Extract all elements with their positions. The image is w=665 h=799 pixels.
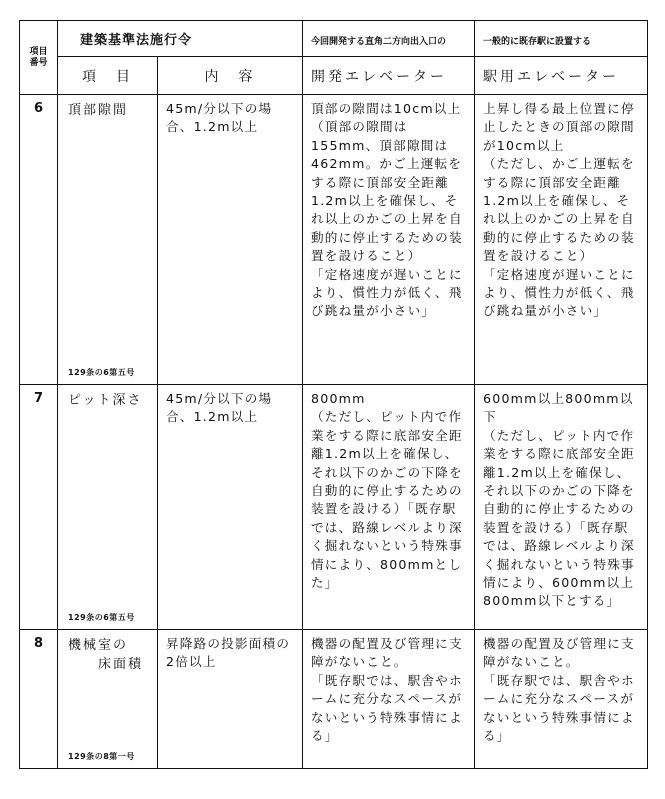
item-cell: [58, 385, 158, 630]
content-cell: 45m/分以下の場合、1.2m以上: [158, 385, 303, 630]
item-column-header: [58, 57, 158, 95]
content-column-label: 内 容: [204, 68, 256, 85]
dev-elevator-cell: 機器の配置及び管理に支障がないこと。 「既存駅では、駅舎やホームに充分なスペースがないという特殊事情による」: [303, 630, 475, 769]
article-reference: 129条の6第五号: [68, 368, 135, 377]
article-reference: 129条の6第五号: [68, 613, 135, 622]
law-group-header: [58, 21, 303, 57]
item-number-header-label: 項目 番号: [29, 46, 48, 68]
std-elevator-header: [475, 57, 648, 95]
row-number: 7: [20, 385, 58, 630]
item-name: 機械室の 床面積: [68, 638, 144, 672]
dev-elevator-cell: 頂部の隙間は10cm以上 （頂部の隙間は155mm、頂部隙間は462mm。かご上運転をする際に頂部安全距離1.2m以上を確保し、それ以上のかごの上昇を自動的に停止するための装置を設けること） 「定格速度が遅いことにより、慣性力が低く、飛び跳ね量が小さい」: [303, 95, 475, 385]
dev-elevator-header-top: [303, 21, 475, 57]
std-elevator-label: 駅用エレベーター: [483, 68, 620, 85]
item-cell: [58, 630, 158, 769]
std-elevator-cell: 600mm以上800mm以下 （ただし、ピット内で作業をする際に底部安全距離1.2m以上を確保し、それ以下のかごの下降を自動的に停止するための装置を設ける）「既存駅では、路線レベルより深く掘れないという特殊事情により、600mm以上800mm以下とする」: [475, 385, 648, 630]
std-elevator-header-caption: 一般的に既存駅に設置する: [483, 37, 592, 47]
item-name: ピット深さ: [68, 393, 143, 408]
dev-elevator-header: [303, 57, 475, 95]
content-column-header: [158, 57, 303, 95]
table-row: [20, 385, 648, 630]
table-row: [20, 630, 648, 769]
dev-elevator-label: 開発エレベーター: [311, 68, 448, 85]
dev-elevator-header-caption: 今回開発する直角二方向出入口の: [311, 37, 447, 47]
article-reference: 129条の8第一号: [68, 752, 135, 761]
regulation-table: [19, 20, 648, 769]
content-cell: 45m/分以下の場合、1.2m以上: [158, 95, 303, 385]
content-cell: 昇降路の投影面積の2倍以上: [158, 630, 303, 769]
std-elevator-cell: 上昇し得る最上位置に停止したときの頂部の隙間が10cm以上 （ただし、かご上運転をする際に頂部安全距離1.2m以上を確保し、それ以上のかごの上昇を自動的に停止するための装置を設けること） 「定格速度が遅いことにより、慣性力が低く、飛び跳ね量が小さい」: [475, 95, 648, 385]
dev-elevator-cell: 800mm （ただし、ピット内で作業をする際に底部安全距離1.2m以上を確保し、それ以下のかごの下降を自動的に停止するための装置を設ける）「既存駅では、路線レベルより深く掘れないという特殊事情により、800mmとした」: [303, 385, 475, 630]
law-group-label: 建築基準法施行令: [80, 33, 193, 48]
std-elevator-header-top: [475, 21, 648, 57]
item-name: 頂部隙間: [68, 103, 129, 118]
item-number-header: [20, 21, 58, 95]
table-row: [20, 95, 648, 385]
item-column-label: 項 目: [82, 68, 133, 85]
item-cell: [58, 95, 158, 385]
row-number: 8: [20, 630, 58, 769]
row-number: 6: [20, 95, 58, 385]
std-elevator-cell: 機器の配置及び管理に支障がないこと。 「既存駅では、駅舎やホームに充分なスペースがないという特殊事情による」: [475, 630, 648, 769]
